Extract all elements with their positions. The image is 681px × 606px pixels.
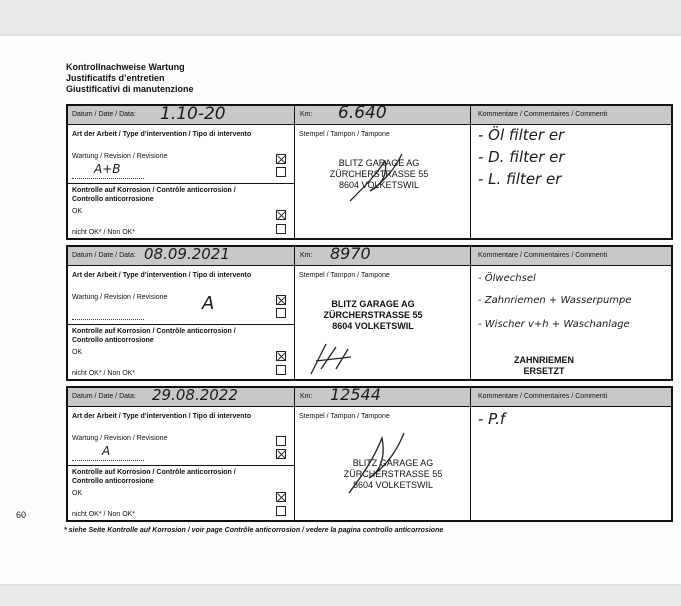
ok-label: OK [72, 349, 83, 356]
ok-checkbox[interactable] [276, 492, 286, 502]
service-checkbox[interactable] [276, 295, 286, 305]
work-type-label: Art der Arbeit / Type d’intervention / Tipo di intervento [72, 413, 252, 420]
signature [344, 428, 424, 498]
km-value: 8970 [330, 244, 371, 263]
signature [340, 146, 410, 206]
service-label: Wartung / Revision / Revisione [72, 435, 168, 442]
corrosion-label: Kontrolle auf Korrosion / Contrôle anticorrosion / Controllo anticorrosione [72, 187, 236, 203]
heading-fr: Justificatifs d’entretien [66, 73, 165, 83]
service-label: Wartung / Revision / Revisione [72, 294, 168, 301]
garage-stamp: BLITZ GARAGE AG ZÜRCHERSTRASSE 55 8604 VOLKETSWIL [329, 158, 429, 190]
ok-label: OK [72, 490, 83, 497]
timing-belt-note: ZAHNRIEMEN ERSETZT [514, 355, 574, 376]
comment-line-2: - D. filter er [478, 148, 565, 166]
service-label: Wartung / Revision / Revisione [72, 153, 168, 160]
km-label: Km: [300, 111, 313, 118]
work-type-label: Art der Arbeit / Type d’intervention / Tipo di intervento [72, 272, 252, 279]
comment-line-3: - L. filter er [478, 170, 562, 188]
not-ok-checkbox[interactable] [276, 224, 286, 234]
maintenance-entry-1 [66, 104, 673, 240]
service-checkbox[interactable] [276, 436, 286, 446]
date-value: 29.08.2022 [152, 386, 238, 404]
not-ok-label: nicht OK* / Non OK* [72, 370, 136, 377]
revision-checkbox[interactable] [276, 449, 286, 459]
comment-line-2: - Zahnriemen + Wasserpumpe [478, 295, 632, 306]
comment-line-1: - Ölwechsel [478, 273, 536, 284]
comments-label: Kommentare / Commentaires / Commenti [478, 111, 608, 118]
date-label: Datum / Date / Data: [72, 252, 136, 259]
page-number: 60 [16, 510, 27, 520]
footnote: * siehe Seite Kontrolle auf Korrosion / voir page Contrôle anticorrosion / vedere la pagina controllo anticorrosione [64, 527, 444, 534]
heading-de: Kontrollnachweise Wartung [66, 62, 185, 72]
heading-it: Giustificativi di manutenzione [66, 84, 194, 94]
service-note: A [202, 293, 215, 314]
revision-checkbox[interactable] [276, 167, 286, 177]
ok-checkbox[interactable] [276, 210, 286, 220]
comments-label: Kommentare / Commentaires / Commenti [478, 252, 608, 259]
page-heading [66, 62, 194, 95]
corrosion-label: Kontrolle auf Korrosion / Contrôle anticorrosion / Controllo anticorrosione [72, 469, 236, 485]
not-ok-label: nicht OK* / Non OK* [72, 511, 136, 518]
comment-line-1: - Öl filter er [478, 126, 565, 144]
corrosion-label: Kontrolle auf Korrosion / Contrôle anticorrosion / Controllo anticorrosione [72, 328, 236, 344]
date-label: Datum / Date / Data: [72, 111, 136, 118]
ok-label: OK [72, 208, 83, 215]
maintenance-entry-2 [66, 245, 673, 381]
ok-checkbox[interactable] [276, 351, 286, 361]
not-ok-checkbox[interactable] [276, 365, 286, 375]
not-ok-checkbox[interactable] [276, 506, 286, 516]
stamp-label: Stempel / Tampon / Tampone [299, 131, 390, 138]
date-label: Datum / Date / Data: [72, 393, 136, 400]
km-value: 6.640 [338, 103, 387, 123]
revision-checkbox[interactable] [276, 308, 286, 318]
comment-line-3: - Wischer v+h + Waschanlage [478, 319, 630, 330]
service-checkbox[interactable] [276, 154, 286, 164]
service-note: A [102, 444, 111, 458]
km-value: 12544 [330, 385, 381, 404]
garage-stamp: BLITZ GARAGE AG ZÜRCHERSTRASSE 55 8604 VOLKETSWIL [323, 299, 423, 331]
comment-line-1: - P.f [478, 410, 506, 428]
km-label: Km: [300, 393, 313, 400]
km-label: Km: [300, 252, 313, 259]
work-type-label: Art der Arbeit / Type d’intervention / Tipo di intervento [72, 131, 252, 138]
garage-stamp: BLITZ GARAGE AG ZÜRCHERSTRASSE 55 8604 VOLKETSWIL [343, 458, 443, 490]
stamp-label: Stempel / Tampon / Tampone [299, 413, 390, 420]
stamp-label: Stempel / Tampon / Tampone [299, 272, 390, 279]
date-value: 08.09.2021 [144, 245, 230, 263]
signature [306, 339, 366, 379]
date-value: 1.10-20 [160, 104, 226, 124]
service-note: A+B [94, 162, 121, 176]
maintenance-entry-3 [66, 386, 673, 522]
not-ok-label: nicht OK* / Non OK* [72, 229, 136, 236]
comments-label: Kommentare / Commentaires / Commenti [478, 393, 608, 400]
